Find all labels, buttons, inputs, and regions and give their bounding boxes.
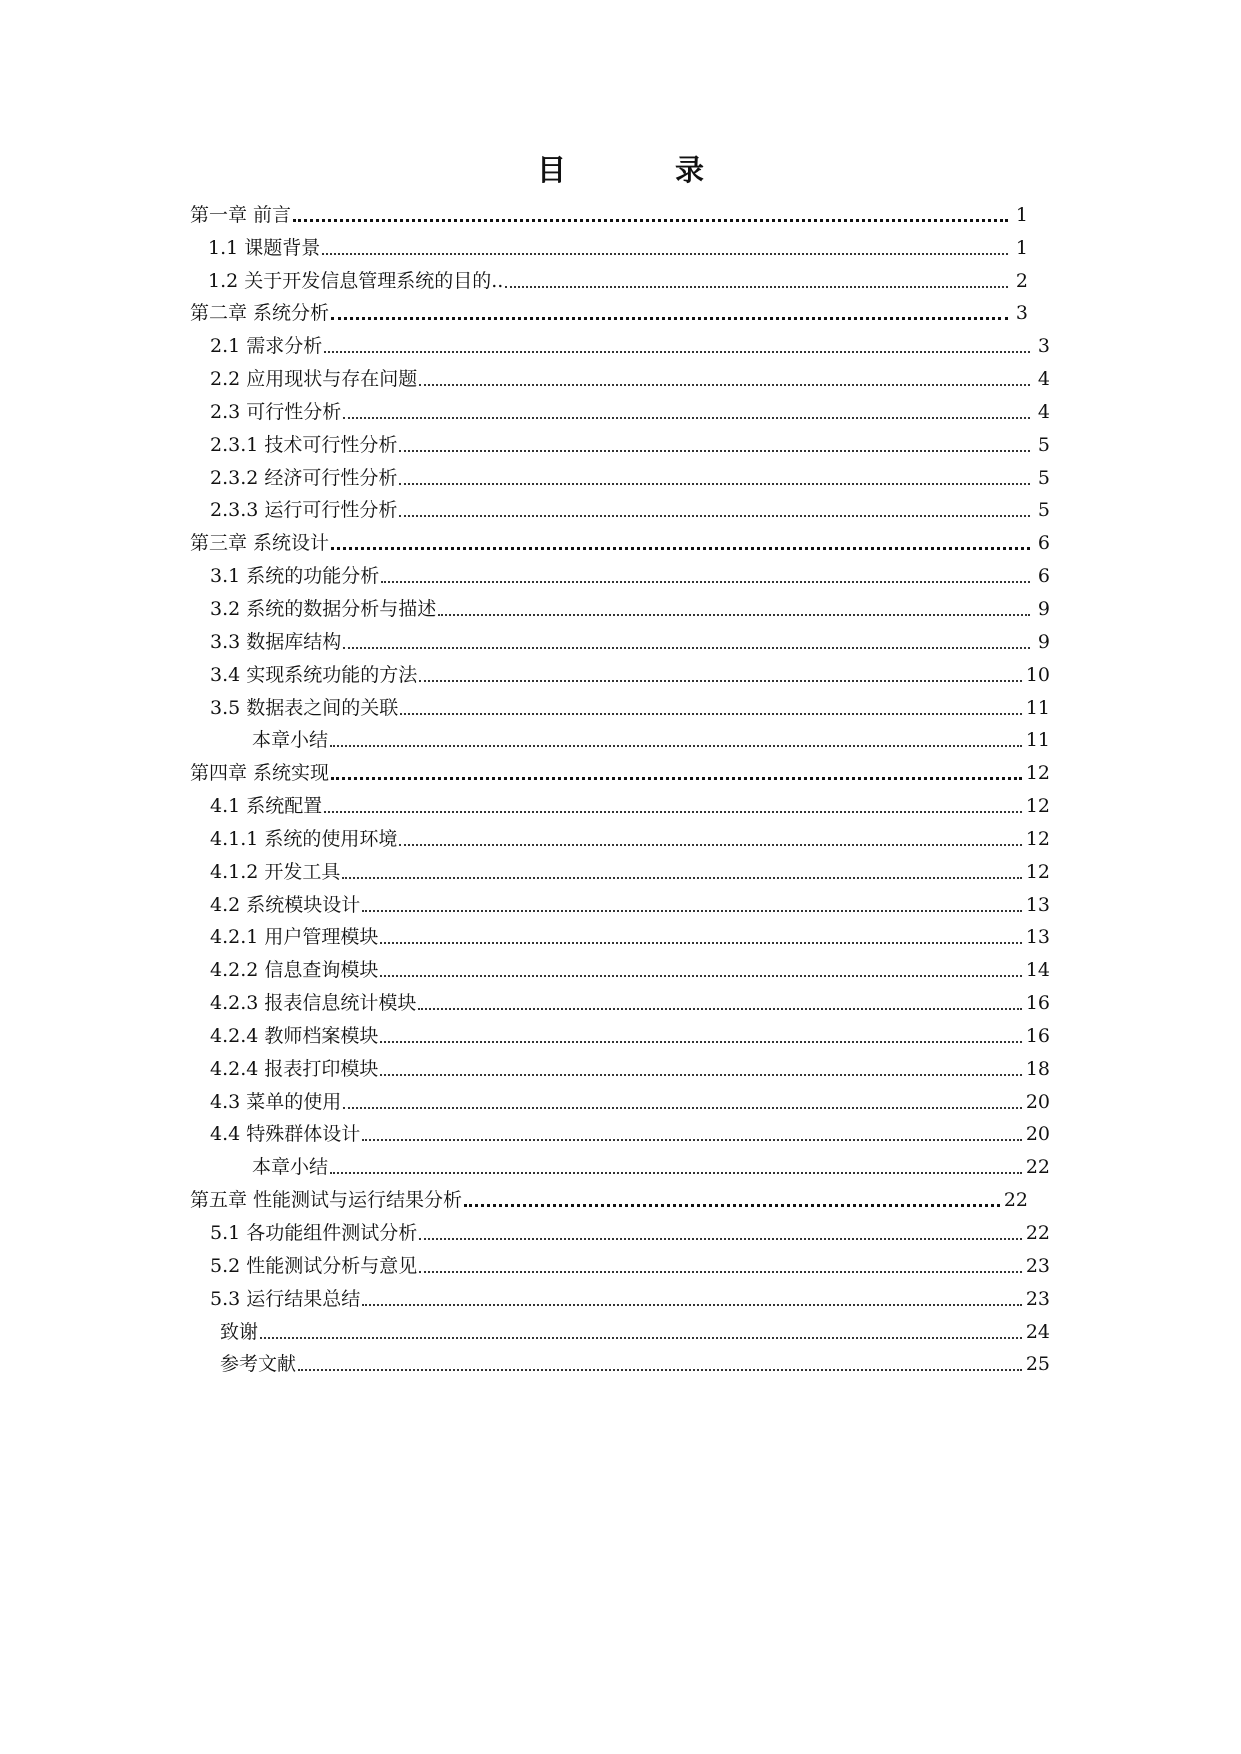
- toc-entry-label: 4.1.1 系统的使用环境: [210, 827, 398, 850]
- toc-entry[interactable]: [190, 785, 1050, 818]
- dot-leader: [505, 285, 1008, 288]
- toc-entry[interactable]: [190, 1344, 1050, 1377]
- dot-leader: [399, 482, 1030, 485]
- toc-entry-page: 6: [1037, 532, 1050, 555]
- dot-leader: [343, 646, 1030, 649]
- toc-entry[interactable]: [190, 1245, 1050, 1278]
- dot-leader: [419, 679, 1022, 682]
- toc-entry-label: 本章小结: [252, 729, 329, 752]
- toc-entry-label: 4.2.2 信息查询模块: [210, 959, 379, 982]
- toc-entry-label: 4.2 系统模块设计: [210, 893, 361, 916]
- toc-entry-page: 13: [1025, 893, 1050, 916]
- dot-leader: [380, 941, 1021, 944]
- dot-leader: [418, 1007, 1021, 1010]
- toc-entry-page: 3: [1015, 302, 1028, 325]
- dot-leader: [331, 316, 1008, 320]
- toc-entry-page: 25: [1025, 1353, 1050, 1376]
- toc-entry[interactable]: [190, 325, 1050, 358]
- toc-entry-label: 5.1 各功能组件测试分析: [210, 1222, 418, 1244]
- toc-entry-label: 4.2.1 用户管理模块: [210, 926, 379, 949]
- toc-entry-page: 16: [1025, 1024, 1050, 1047]
- toc-entry-page: 2: [1015, 269, 1028, 292]
- toc-entry-label: 本章小结: [252, 1156, 329, 1179]
- dot-leader: [438, 613, 1030, 616]
- toc-entry[interactable]: [190, 1015, 1050, 1048]
- toc-entry-page: 11: [1025, 729, 1050, 752]
- toc-entry-label: 1.2 关于开发信息管理系统的目的..: [208, 269, 504, 292]
- dot-leader: [380, 1073, 1021, 1076]
- toc-entry[interactable]: [190, 1278, 1050, 1311]
- dot-leader: [400, 712, 1022, 715]
- toc-entry[interactable]: [190, 1212, 1050, 1245]
- toc-entry-label: 3.1 系统的功能分析: [210, 565, 380, 588]
- toc-entry[interactable]: [190, 1311, 1050, 1344]
- dot-leader: [298, 1368, 1022, 1371]
- toc-entry-label: 2.3 可行性分析: [210, 400, 342, 423]
- toc-entry-page: 22: [1003, 1189, 1028, 1212]
- toc-entry-page: 12: [1025, 795, 1050, 818]
- toc-entry-label: 5.3 运行结果总结: [210, 1287, 361, 1310]
- toc-entry-label: 3.4 实现系统功能的方法: [210, 663, 418, 686]
- toc-entry-page: 1: [1015, 203, 1028, 226]
- toc-entry[interactable]: [190, 293, 1050, 326]
- toc-entry[interactable]: [190, 260, 1050, 293]
- toc-entry[interactable]: [190, 752, 1050, 785]
- toc-entry-label: 4.2.4 报表打印模块: [210, 1057, 379, 1080]
- toc-entry-label: 4.2.3 报表信息统计模块: [210, 992, 417, 1015]
- toc-entry-page: 5: [1037, 466, 1050, 489]
- toc-entry-label: 2.3.1 技术可行性分析: [210, 433, 398, 456]
- dot-leader: [331, 776, 1022, 780]
- toc-entry[interactable]: [190, 555, 1050, 588]
- dot-leader: [399, 449, 1030, 452]
- dot-leader: [362, 1138, 1022, 1141]
- toc-entry[interactable]: [190, 194, 1050, 227]
- toc-entry-page: 5: [1037, 433, 1050, 456]
- toc-entry[interactable]: [190, 424, 1050, 457]
- toc-entry-page: 5: [1037, 499, 1050, 522]
- dot-leader: [343, 416, 1030, 419]
- dot-leader: [419, 1270, 1022, 1273]
- toc-entry-page: 14: [1025, 959, 1050, 982]
- dot-leader: [260, 1336, 1022, 1339]
- toc-entry-page: 22: [1025, 1156, 1050, 1179]
- toc-entry-label: 致谢: [220, 1320, 259, 1343]
- toc-entry[interactable]: [190, 982, 1050, 1015]
- toc-entry[interactable]: [190, 1179, 1050, 1212]
- toc-entry[interactable]: [190, 358, 1050, 391]
- toc-entry-page: 3: [1037, 335, 1050, 358]
- dot-leader: [342, 876, 1021, 879]
- toc-entry[interactable]: [190, 1146, 1050, 1179]
- toc-entry[interactable]: [190, 917, 1050, 950]
- toc-entry-label: 5.2 性能测试分析与意见: [210, 1254, 418, 1277]
- dot-leader: [343, 1106, 1022, 1109]
- toc-entry[interactable]: [190, 1048, 1050, 1081]
- toc-entry-page: 23: [1025, 1254, 1050, 1277]
- toc-entry-page: 18: [1025, 1057, 1050, 1080]
- toc-entry[interactable]: [190, 1081, 1050, 1114]
- dot-leader: [464, 1203, 1000, 1207]
- toc-entry[interactable]: [190, 654, 1050, 687]
- toc-entry-page: 16: [1025, 992, 1050, 1015]
- dot-leader: [399, 514, 1030, 517]
- dot-leader: [380, 1040, 1021, 1043]
- toc-entry-page: 20: [1025, 1090, 1050, 1113]
- toc-entry-label: 4.1 系统配置: [210, 795, 323, 818]
- toc-entry[interactable]: [190, 457, 1050, 490]
- toc-entry-page: 22: [1025, 1222, 1050, 1244]
- toc-entry-page: 9: [1037, 630, 1050, 653]
- toc-entry[interactable]: [190, 1114, 1050, 1147]
- toc-entry-label: 3.2 系统的数据分析与描述: [210, 597, 437, 620]
- toc-entry[interactable]: [190, 522, 1050, 555]
- dot-leader: [324, 810, 1022, 813]
- dot-leader: [362, 1303, 1022, 1306]
- toc-entry-page: 4: [1037, 368, 1050, 391]
- dot-leader: [324, 350, 1030, 353]
- toc-entry-label: 2.1 需求分析: [210, 335, 323, 358]
- toc-entry-label: 4.2.4 教师档案模块: [210, 1024, 379, 1047]
- dot-leader: [331, 546, 1030, 550]
- toc-entry-page: 1: [1015, 236, 1028, 259]
- dot-leader: [380, 974, 1021, 977]
- toc-entry[interactable]: [190, 621, 1050, 654]
- toc-entry[interactable]: [190, 227, 1050, 260]
- dot-leader: [330, 1171, 1022, 1174]
- toc-entry[interactable]: [190, 949, 1050, 982]
- toc-entry-label: 4.1.2 开发工具: [210, 860, 341, 883]
- toc-entry[interactable]: [190, 588, 1050, 621]
- dot-leader: [381, 580, 1030, 583]
- toc-entry-page: 4: [1037, 400, 1050, 423]
- toc-entry-label: 第二章 系统分析: [190, 302, 330, 325]
- toc-entry-label: 参考文献: [220, 1353, 297, 1376]
- toc-entry-page: 20: [1025, 1123, 1050, 1146]
- toc-entry-page: 12: [1025, 762, 1050, 785]
- toc-entry-label: 第一章 前言: [190, 203, 292, 226]
- toc-entry-page: 24: [1025, 1320, 1050, 1343]
- toc-title: 目 录: [536, 153, 744, 187]
- toc-entry-label: 1.1 课题背景: [208, 236, 321, 259]
- toc-entry-page: 12: [1025, 827, 1050, 850]
- dot-leader: [419, 383, 1030, 386]
- toc-entry-label: 2.3.3 运行可行性分析: [210, 499, 398, 522]
- table-of-contents: [190, 194, 1050, 1376]
- toc-entry[interactable]: [190, 687, 1050, 720]
- toc-entry-label: 第五章 性能测试与运行结果分析: [190, 1189, 463, 1212]
- dot-leader: [330, 744, 1022, 747]
- dot-leader: [322, 252, 1008, 255]
- toc-entry-page: 11: [1025, 696, 1050, 719]
- toc-entry-label: 2.3.2 经济可行性分析: [210, 466, 398, 489]
- toc-entry-page: 13: [1025, 926, 1050, 949]
- toc-entry-page: 10: [1025, 663, 1050, 686]
- toc-entry[interactable]: [190, 884, 1050, 917]
- toc-entry-label: 第四章 系统实现: [190, 762, 330, 785]
- toc-entry-label: 2.2 应用现状与存在问题: [210, 368, 418, 391]
- toc-entry[interactable]: [190, 490, 1050, 523]
- toc-entry-page: 12: [1025, 860, 1050, 883]
- toc-entry-page: 23: [1025, 1287, 1050, 1310]
- toc-entry-label: 4.3 菜单的使用: [210, 1090, 342, 1113]
- toc-entry-label: 4.4 特殊群体设计: [210, 1123, 361, 1146]
- toc-entry-label: 3.3 数据库结构: [210, 630, 342, 653]
- toc-entry[interactable]: [190, 391, 1050, 424]
- toc-entry[interactable]: [190, 851, 1050, 884]
- dot-leader: [362, 909, 1022, 912]
- toc-entry[interactable]: [190, 818, 1050, 851]
- dot-leader: [399, 843, 1021, 846]
- toc-entry-label: 3.5 数据表之间的关联: [210, 696, 399, 719]
- toc-entry-page: 6: [1037, 565, 1050, 588]
- toc-entry[interactable]: [190, 720, 1050, 753]
- toc-entry-label: 第三章 系统设计: [190, 532, 330, 555]
- dot-leader: [419, 1237, 1022, 1240]
- toc-entry-page: 9: [1037, 597, 1050, 620]
- dot-leader: [293, 218, 1008, 222]
